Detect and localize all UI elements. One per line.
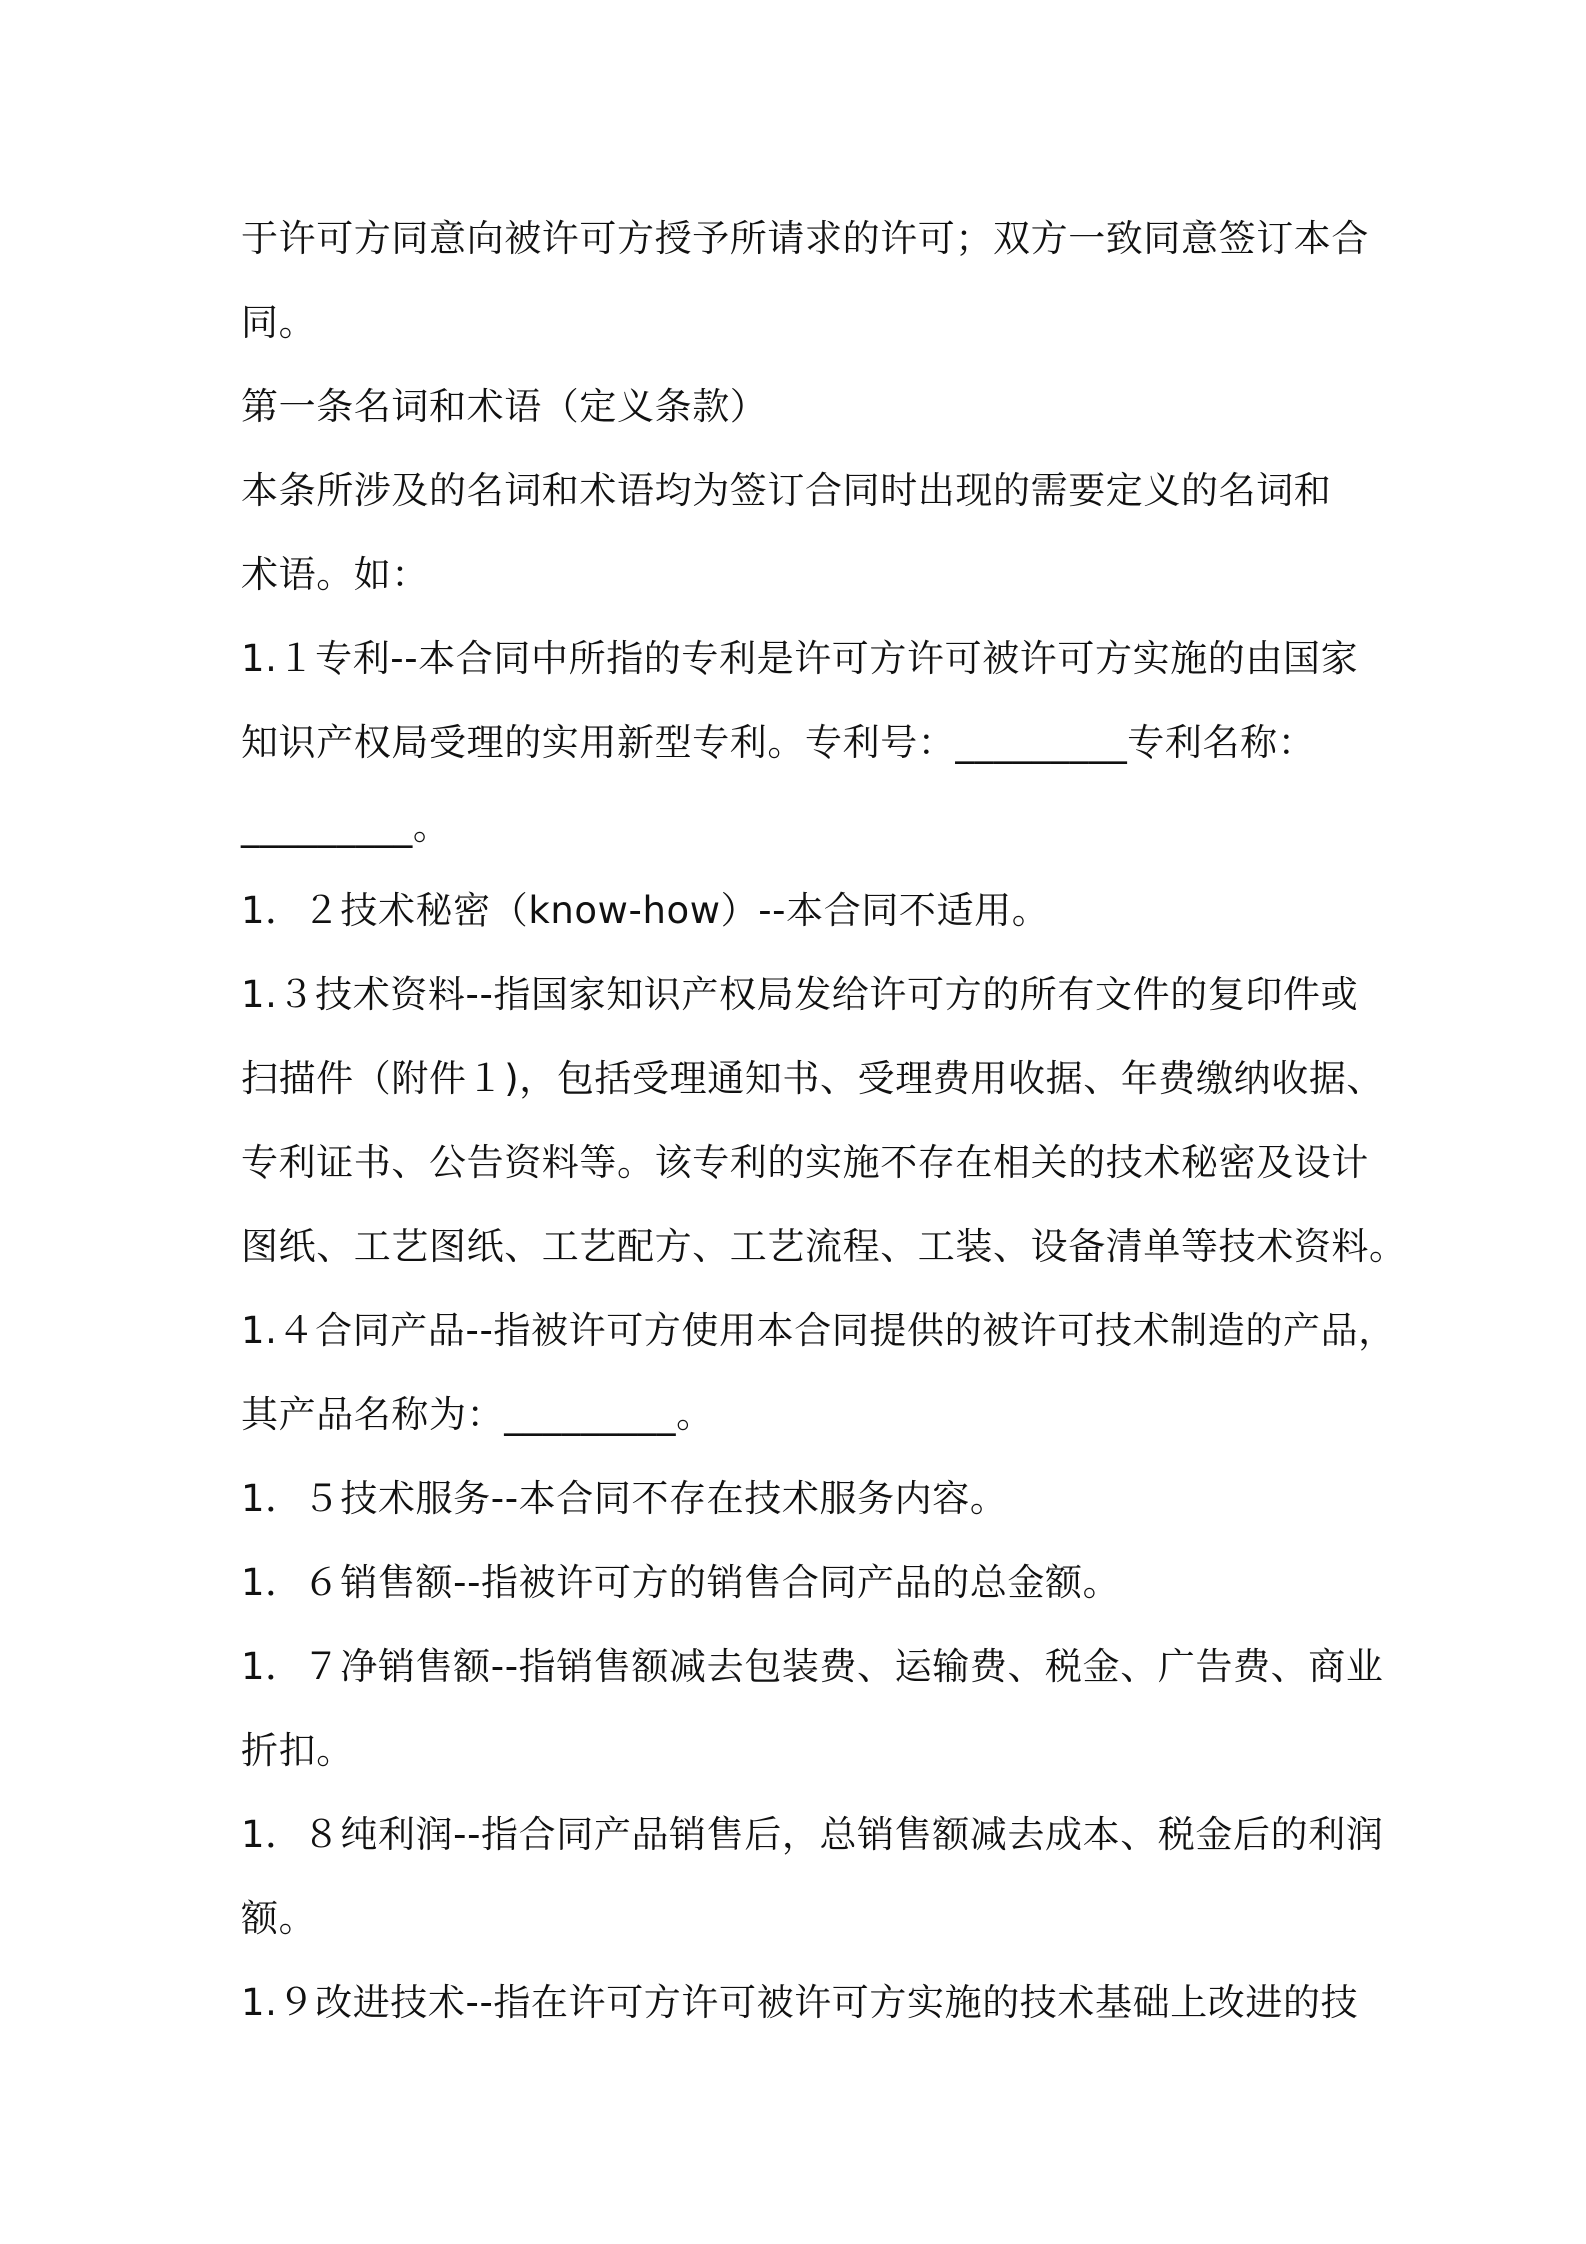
clause-1-8: 1．８纯利润--指合同产品销售后，总销售额减去成本、税金后的利润	[241, 1813, 1384, 1856]
clause-1-4: 1.４合同产品--指被许可方使用本合同提供的被许可技术制造的产品，	[241, 1309, 1396, 1352]
text-line: 于许可方同意向被许可方授予所请求的许可；双方一致同意签订本合	[241, 217, 1369, 260]
text-line: 额。	[241, 1897, 317, 1940]
text-line: 本条所涉及的名词和术语均为签订合同时出现的需要定义的名词和	[241, 469, 1332, 512]
clause-1-5: 1．５技术服务--本合同不存在技术服务内容。	[241, 1477, 1008, 1520]
contract-body-text	[241, 197, 1407, 2045]
clause-1-9: 1.９改进技术--指在许可方许可被许可方实施的技术基础上改进的技	[241, 1981, 1359, 2024]
text-line: 其产品名称为：_________。	[241, 1393, 714, 1436]
clause-1-1: 1.１专利--本合同中所指的专利是许可方许可被许可方实施的由国家	[241, 637, 1359, 680]
clause-1-6: 1．６销售额--指被许可方的销售合同产品的总金额。	[241, 1561, 1121, 1604]
text-line: 知识产权局受理的实用新型专利。专利号：_________专利名称：	[241, 721, 1316, 764]
text-line: 折扣。	[241, 1729, 354, 1772]
clause-1-3: 1.３技术资料--指国家知识产权局发给许可方的所有文件的复印件或	[241, 973, 1359, 1016]
text-line: 图纸、工艺图纸、工艺配方、工艺流程、工装、设备清单等技术资料。	[241, 1225, 1407, 1268]
text-line: 扫描件（附件１)，包括受理通知书、受理费用收据、年费缴纳收据、	[241, 1057, 1385, 1100]
text-line: 同。	[241, 301, 317, 344]
clause-1-2: 1．２技术秘密（know-how）--本合同不适用。	[241, 889, 1050, 932]
text-line: _________。	[241, 805, 451, 848]
text-line: 专利证书、公告资料等。该专利的实施不存在相关的技术秘密及设计	[241, 1141, 1369, 1184]
section-heading: 第一条名词和术语（定义条款）	[241, 385, 768, 428]
clause-1-7: 1．７净销售额--指销售额减去包装费、运输费、税金、广告费、商业	[241, 1645, 1384, 1688]
text-line: 术语。如：	[241, 553, 429, 596]
